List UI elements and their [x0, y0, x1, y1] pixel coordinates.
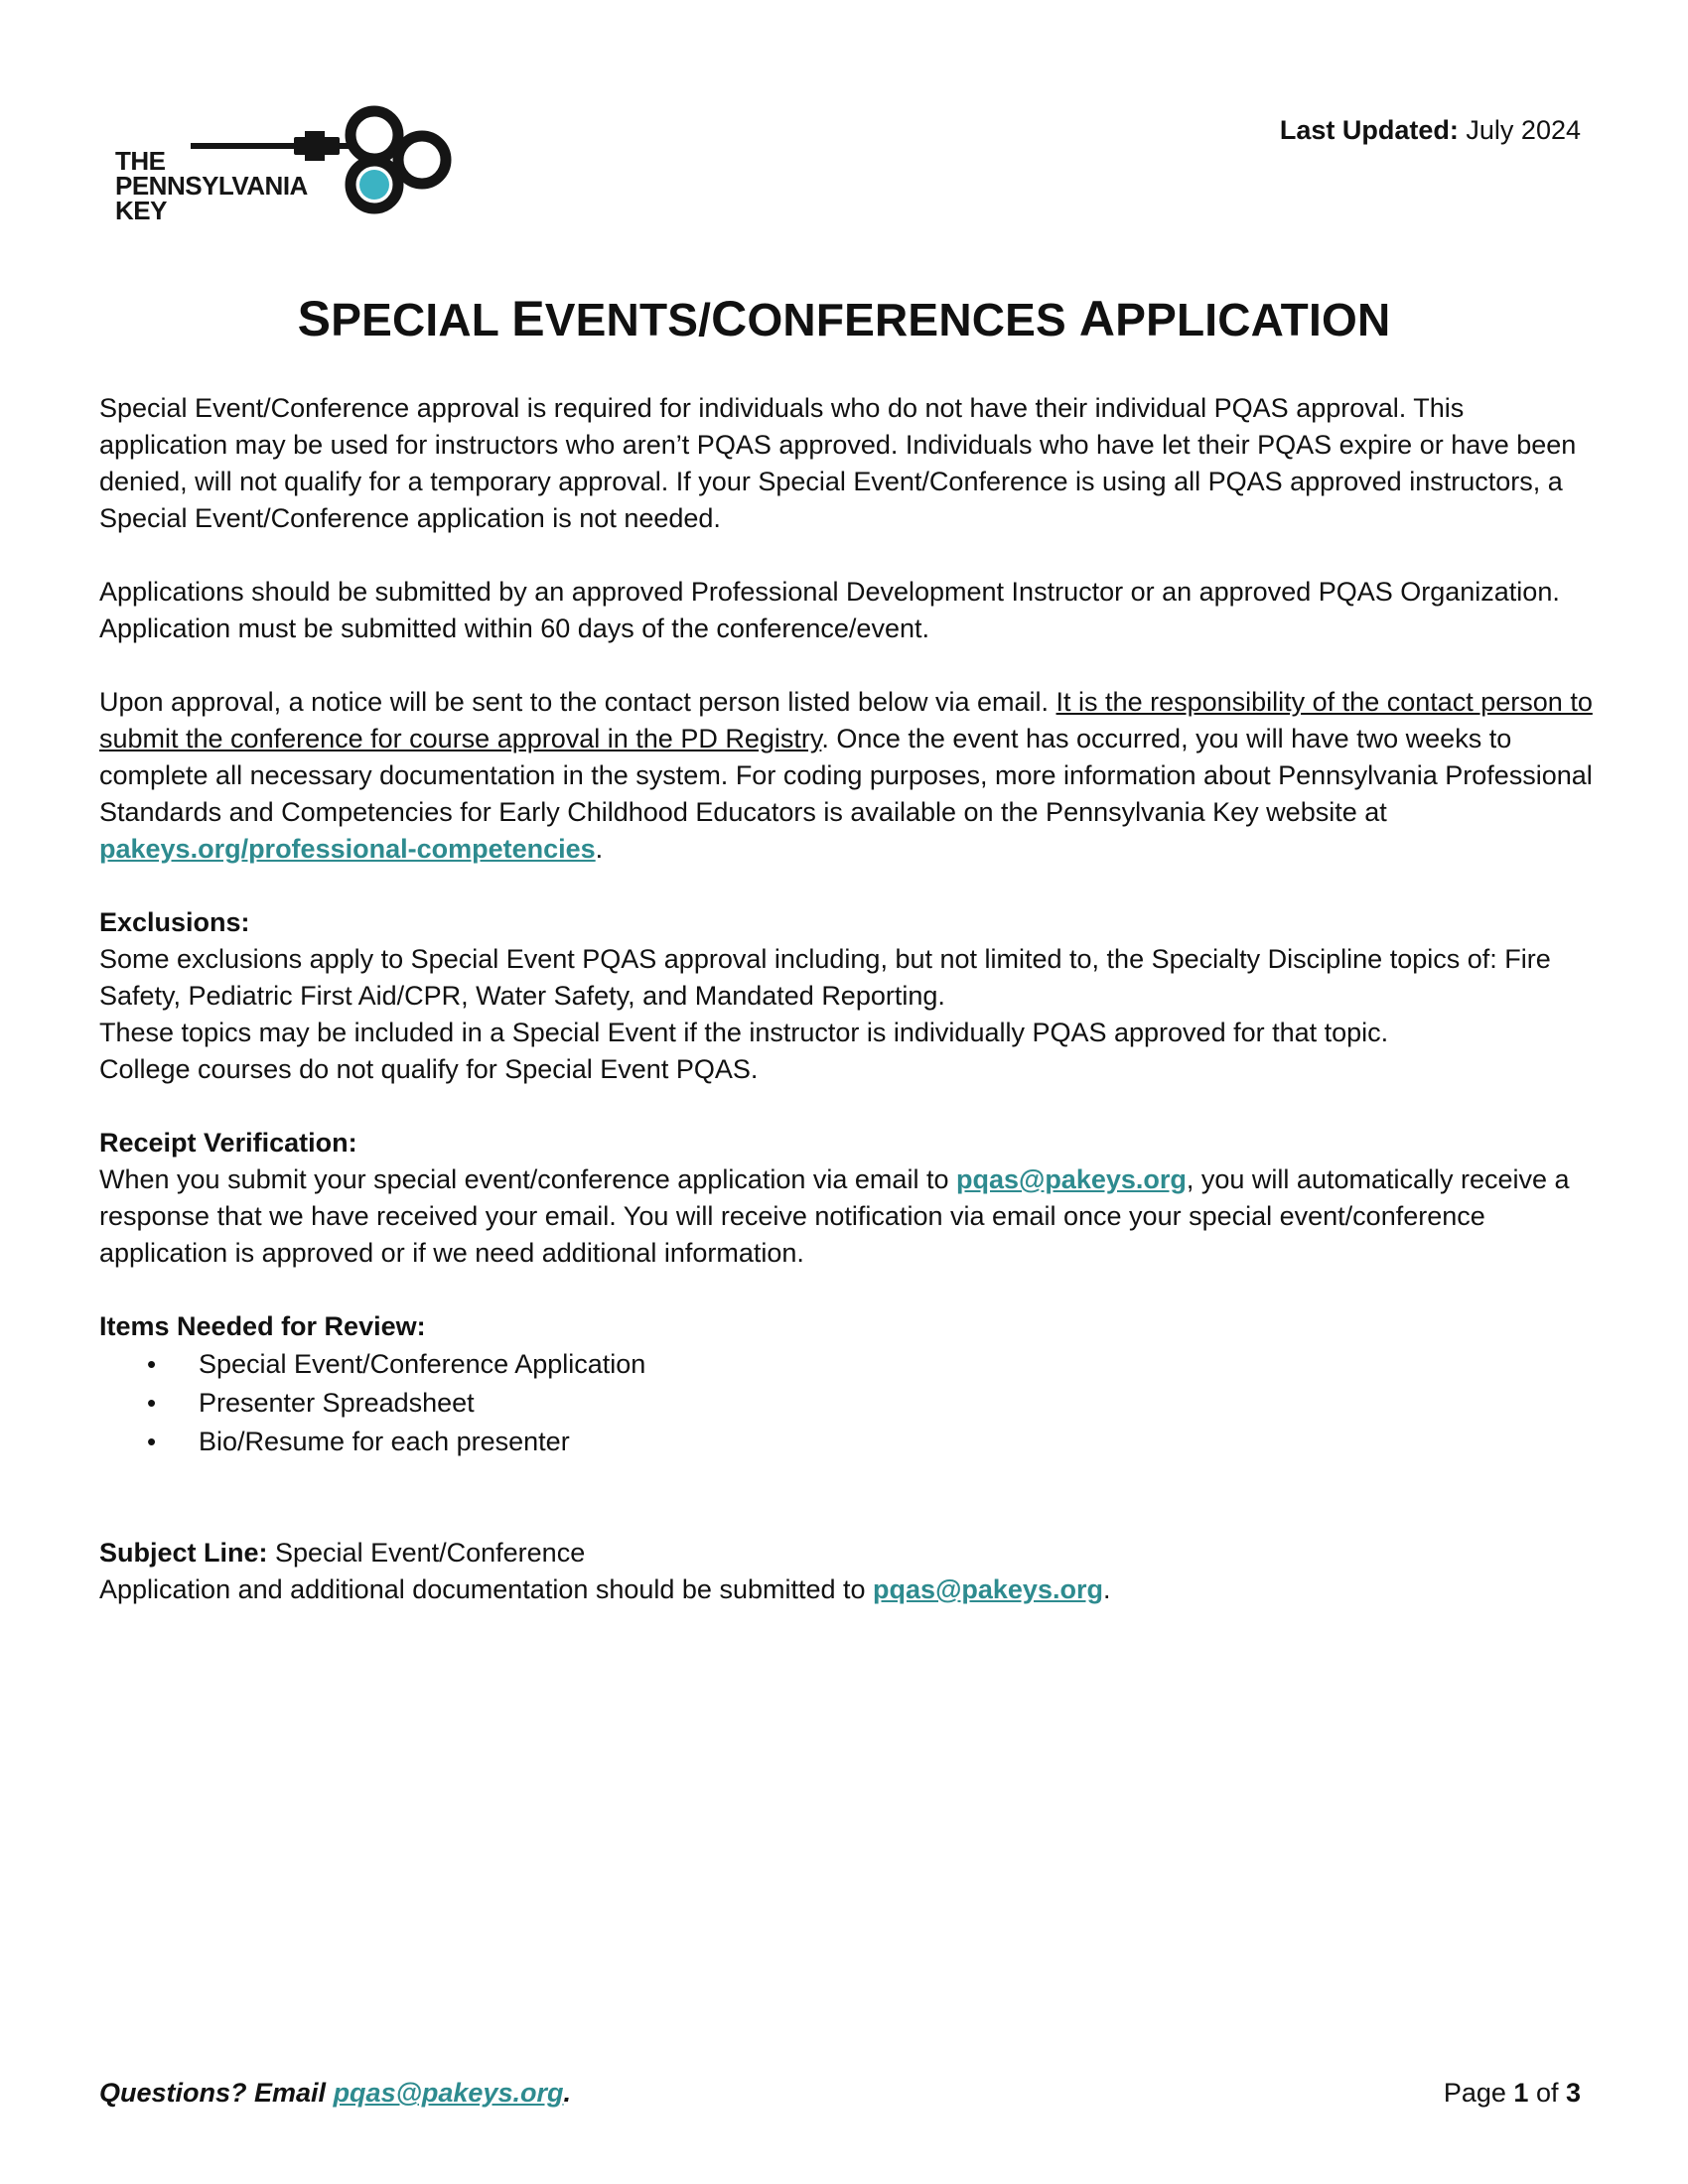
p3-text-a: Upon approval, a notice will be sent to the contact person listed below via email. — [99, 687, 1056, 717]
footer-questions-text: Questions? Email — [99, 2078, 334, 2108]
page-of: of — [1528, 2078, 1566, 2108]
p3-underlined-text: It is the responsibility of the contact person to submit the conference for course approval in the PD Registry — [99, 687, 1593, 753]
subject-line — [99, 1535, 1599, 1571]
title-part: VENTS/ — [544, 294, 712, 345]
page-current: 1 — [1513, 2078, 1529, 2108]
receipt-heading: Receipt Verification: — [99, 1128, 357, 1158]
logo-line-2: PENNSYLVANIA — [115, 171, 308, 201]
intro-paragraph-2: Applications should be submitted by an approved Professional Development Instructor or an approved PQAS Organization. Application must be submitted within 60 days of the conference/event. — [99, 577, 1560, 643]
logo-line-3: KEY — [115, 196, 167, 225]
p3-end: . — [595, 834, 604, 864]
submission-line — [99, 1571, 1599, 1608]
exclusions-line-2: These topics may be included in a Special Event if the instructor is individually PQAS approved for that topic. — [99, 1018, 1389, 1047]
logo-line-1: THE — [115, 146, 166, 176]
title-part: PPLICATION — [1115, 294, 1391, 345]
subject-value: Special Event/Conference — [267, 1538, 586, 1568]
footer-email-link[interactable]: pqas@pakeys.org — [333, 2078, 564, 2108]
subject-label: Subject Line: — [99, 1538, 268, 1568]
receipt-text-b: , you will automatically receive a response that we have received your email. You will receive notification via email once your special event/conference application is approved or if we need additional information. — [99, 1164, 1570, 1268]
list-item: • Bio/Resume for each presenter — [199, 1423, 1599, 1461]
footer-end: . — [563, 2078, 571, 2108]
last-updated-value: July 2024 — [1466, 115, 1581, 145]
receipt-text-a: When you submit your special event/conference application via email to — [99, 1164, 956, 1194]
competencies-link[interactable]: pakeys.org/professional-competencies — [99, 834, 596, 864]
submission-email-link[interactable]: pqas@pakeys.org — [873, 1574, 1103, 1604]
key-icon — [191, 105, 459, 229]
document-body — [99, 390, 1599, 1608]
title-part: PECIAL — [331, 294, 512, 345]
items-heading: Items Needed for Review: — [99, 1311, 426, 1341]
pennsylvania-key-logo — [111, 105, 459, 229]
page-number — [1444, 2078, 1581, 2109]
intro-paragraph-1: Special Event/Conference approval is required for individuals who do not have their individual PQAS approval. This application may be used for instructors who aren’t PQAS approved. Individuals who have let their PQAS expire or have been denied, will not qualify for a temporary approval. If your Special Event/Conference is using all PQAS approved instructors, a Special Event/Conference application is not needed. — [99, 393, 1577, 533]
title-part: S — [297, 291, 332, 346]
last-updated-label: Last Updated: — [1279, 115, 1459, 145]
page-label: Page — [1443, 2078, 1514, 2108]
page-total: 3 — [1565, 2078, 1581, 2108]
submission-text: Application and additional documentation should be submitted to — [99, 1574, 874, 1604]
title-part: C — [711, 291, 748, 346]
page-title — [0, 290, 1688, 347]
title-part: ONFERENCES — [747, 294, 1079, 345]
list-item: • Presenter Spreadsheet — [199, 1384, 1599, 1423]
list-item: • Special Event/Conference Application — [199, 1345, 1599, 1384]
title-part: E — [511, 291, 545, 346]
submission-end: . — [1102, 1574, 1111, 1604]
exclusions-heading: Exclusions: — [99, 907, 250, 937]
items-list — [99, 1345, 1599, 1461]
last-updated — [1280, 115, 1581, 146]
footer-questions — [99, 2078, 571, 2109]
intro-paragraph-3 — [99, 684, 1599, 868]
receipt-email-link[interactable]: pqas@pakeys.org — [955, 1164, 1187, 1194]
exclusions-line-3: College courses do not qualify for Special Event PQAS. — [99, 1054, 759, 1084]
exclusions-line-1: Some exclusions apply to Special Event PQAS approval including, but not limited to, the Specialty Discipline topics of: Fire Safety, Pediatric First Aid/CPR, Water Safety, and Mandated Reporting. — [99, 944, 1551, 1011]
p3-text-b: . Once the event has occurred, you will have two weeks to complete all necessary documentation in the system. For coding purposes, more information about Pennsylvania Professional Standards and Competencies for Early Childhood Educators is available on the Pennsylvania Key website at — [99, 724, 1593, 827]
receipt-paragraph — [99, 1161, 1599, 1272]
title-part: A — [1078, 291, 1116, 346]
